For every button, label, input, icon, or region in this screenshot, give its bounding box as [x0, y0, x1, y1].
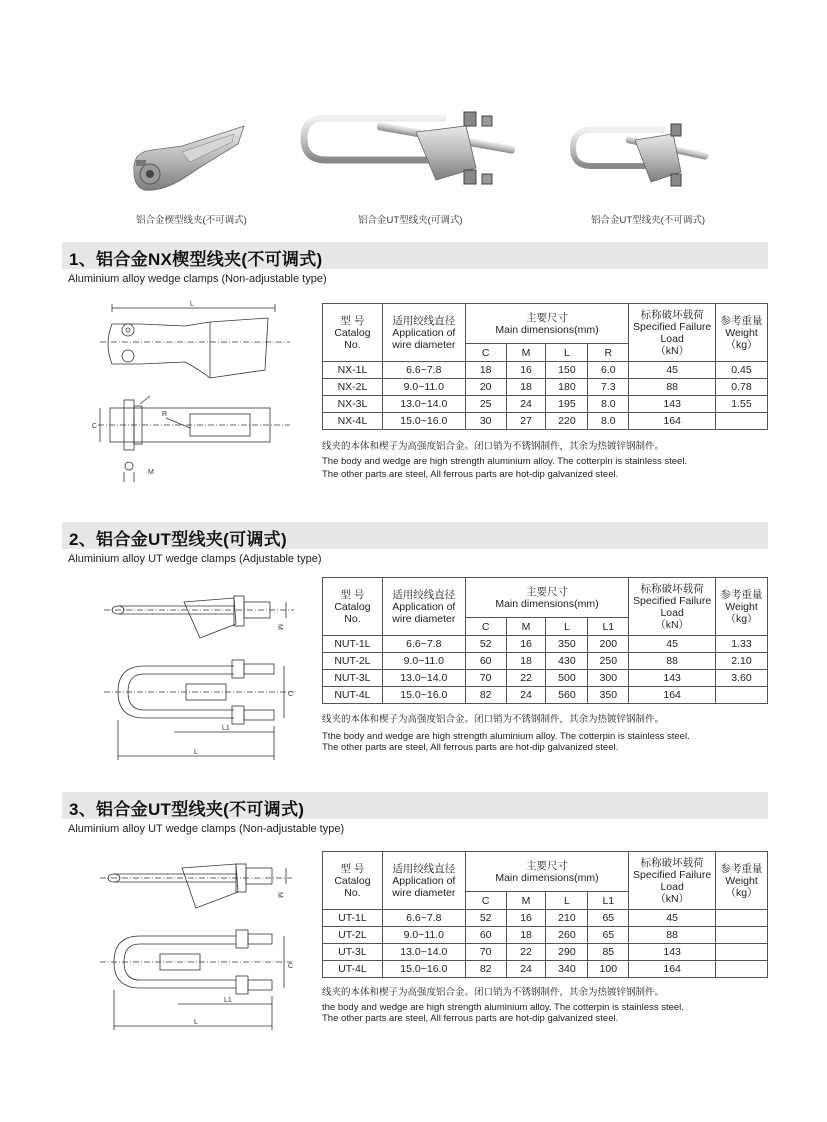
table-cell: 8.0 — [588, 413, 629, 430]
note-line: The body and wedge are high strength aluminium alloy. The cotterpin is stainless steel. — [322, 456, 688, 467]
dimension-label: M — [276, 892, 283, 898]
nx-wedge-clamp-photo — [122, 122, 252, 207]
header-line: Catalog — [334, 600, 371, 613]
table-cell: UT-4L — [323, 961, 383, 978]
wire-header — [382, 304, 465, 362]
spec-table — [322, 851, 768, 978]
table-cell: 6.0 — [588, 362, 629, 379]
table-cell: 143 — [629, 396, 716, 413]
table-cell: 560 — [546, 687, 588, 704]
header-line: wire diameter — [392, 338, 456, 351]
table-cell: 85 — [588, 944, 629, 961]
dimension-label: L — [190, 301, 194, 308]
table-cell: 210 — [546, 910, 588, 927]
table-cell: NUT-3L — [323, 670, 383, 687]
header-line: Application of — [392, 326, 456, 339]
table-cell: 82 — [465, 961, 506, 978]
table-cell: 52 — [465, 636, 506, 653]
header-line: Main dimensions(mm) — [495, 871, 599, 884]
header-line: （kN） — [655, 618, 690, 631]
header-line: Application of — [392, 874, 456, 887]
table-row — [323, 927, 768, 944]
load-header — [629, 304, 716, 362]
note-line: The other parts are steel, All ferrous parts are hot-dip galvanized steel. — [322, 1013, 619, 1024]
table-cell: 200 — [588, 636, 629, 653]
table-cell: 30 — [465, 413, 506, 430]
dim-col-header: C — [465, 892, 506, 910]
dim-col-header: L1 — [588, 618, 629, 636]
table-cell: 16 — [506, 636, 546, 653]
dimension-label: L — [194, 749, 198, 756]
section-title: 1、铝合金NX楔型线夹(不可调式) — [69, 250, 323, 269]
dim-col-header: L — [546, 344, 588, 362]
dimension-label: M — [148, 469, 154, 476]
table-cell — [716, 413, 768, 430]
ut-adjustable-clamp-drawing — [104, 588, 304, 768]
dim-col-header: M — [506, 344, 546, 362]
nx-wedge-clamp-drawing — [90, 296, 300, 486]
table-cell: 88 — [629, 927, 716, 944]
load-header — [629, 578, 716, 636]
section-subtitle: Aluminium alloy UT wedge clamps (Adjustable type) — [68, 553, 322, 565]
table-cell: UT-1L — [323, 910, 383, 927]
note-line: The other parts are steel, All ferrous parts are hot-dip galvanized steel. — [322, 742, 619, 753]
dim-col-header: C — [465, 344, 506, 362]
spec-table — [322, 577, 768, 704]
table-cell: 143 — [629, 944, 716, 961]
header-line: Specified Failure — [633, 594, 712, 607]
table-cell: 22 — [506, 670, 546, 687]
table-cell: 9.0~11.0 — [382, 379, 465, 396]
table-cell: 18 — [465, 362, 506, 379]
header-line: No. — [344, 886, 361, 899]
product-photo-row — [0, 100, 827, 230]
section-notes — [322, 440, 687, 481]
header-line: Main dimensions(mm) — [495, 597, 599, 610]
table-cell: 143 — [629, 670, 716, 687]
dimension-label: R — [162, 411, 168, 418]
table-cell: 500 — [546, 670, 588, 687]
table-cell: 45 — [629, 362, 716, 379]
table-cell: 2.10 — [716, 653, 768, 670]
header-line: （kg） — [725, 612, 758, 625]
table-row — [323, 687, 768, 704]
table-cell: 70 — [465, 670, 506, 687]
catalog-header — [323, 852, 383, 910]
dim-col-header: R — [588, 344, 629, 362]
load-header — [629, 852, 716, 910]
section-notes — [322, 713, 690, 753]
table-cell: 82 — [465, 687, 506, 704]
header-line: Weight — [725, 600, 758, 613]
header-line: （kN） — [655, 344, 690, 357]
table-cell — [716, 687, 768, 704]
dim-col-header: C — [465, 618, 506, 636]
section-header — [62, 242, 768, 269]
table-row — [323, 362, 768, 379]
table-row — [323, 413, 768, 430]
header-line: Load — [660, 880, 684, 893]
table-cell: 13.0~14.0 — [382, 944, 465, 961]
header-line: 适用绞线直径 — [392, 862, 456, 875]
table-cell — [716, 944, 768, 961]
dim-col-header: L — [546, 618, 588, 636]
wire-header — [382, 578, 465, 636]
table-cell: 65 — [588, 927, 629, 944]
ut-adjustable-clamp-photo — [296, 108, 526, 203]
table-cell: 24 — [506, 961, 546, 978]
table-cell: 16 — [506, 910, 546, 927]
table-cell: 15.0~16.0 — [382, 961, 465, 978]
header-line: 参考重量 — [720, 862, 763, 875]
table-row — [323, 396, 768, 413]
table-cell: UT-2L — [323, 927, 383, 944]
table-row — [323, 944, 768, 961]
header-line: 适用绞线直径 — [392, 588, 456, 601]
table-row — [323, 670, 768, 687]
table-cell: 195 — [546, 396, 588, 413]
header-line: wire diameter — [392, 612, 456, 625]
table-cell: 15.0~16.0 — [382, 687, 465, 704]
table-cell: NX-4L — [323, 413, 383, 430]
header-line: （kg） — [725, 886, 758, 899]
table-cell: 150 — [546, 362, 588, 379]
table-cell: 27 — [506, 413, 546, 430]
catalog-header — [323, 304, 383, 362]
photo-caption: 铝合金楔型线夹(不可调式) — [136, 215, 247, 226]
dimensions-header — [465, 852, 629, 892]
section-title: 2、铝合金UT型线夹(可调式) — [69, 530, 287, 549]
catalog-header — [323, 578, 383, 636]
table-cell: 3.60 — [716, 670, 768, 687]
wire-header — [382, 852, 465, 910]
photo-caption: 铝合金UT型线夹(不可调式) — [591, 215, 705, 226]
header-line: 主要尺寸 — [526, 311, 568, 324]
header-line: 参考重量 — [720, 314, 763, 327]
ut-nonadjustable-clamp-drawing — [100, 856, 300, 1036]
table-cell: 260 — [546, 927, 588, 944]
note-line: The other parts are steel, All ferrous parts are hot-dip galvanized steel. — [322, 469, 619, 480]
table-row — [323, 379, 768, 396]
section-title: 3、铝合金UT型线夹(不可调式) — [69, 800, 305, 819]
table-cell: 9.0~11.0 — [382, 653, 465, 670]
section-header — [62, 522, 768, 549]
dimension-label: C — [92, 423, 98, 430]
table-cell: 18 — [506, 653, 546, 670]
table-cell — [716, 927, 768, 944]
table-cell: 290 — [546, 944, 588, 961]
table-cell: 70 — [465, 944, 506, 961]
weight-header — [716, 578, 768, 636]
table-cell: 300 — [588, 670, 629, 687]
table-cell: 16 — [506, 362, 546, 379]
note-line: Tthe body and wedge are high strength aluminium alloy. The cotterpin is stainless steel. — [322, 731, 690, 742]
table-cell: UT-3L — [323, 944, 383, 961]
header-line: （kN） — [655, 892, 690, 905]
dimension-label: C — [288, 963, 294, 970]
table-cell: 88 — [629, 653, 716, 670]
header-line: Catalog — [334, 874, 371, 887]
header-line: No. — [344, 612, 361, 625]
table-cell: 15.0~16.0 — [382, 413, 465, 430]
header-line: 标称破坏载荷 — [640, 582, 704, 595]
table-cell: 100 — [588, 961, 629, 978]
table-cell: 7.3 — [588, 379, 629, 396]
header-line: 型 号 — [340, 862, 365, 875]
table-cell: 250 — [588, 653, 629, 670]
header-line: 适用绞线直径 — [392, 314, 456, 327]
header-line: Application of — [392, 600, 456, 613]
table-cell: 9.0~11.0 — [382, 927, 465, 944]
table-cell: 88 — [629, 379, 716, 396]
header-line: 标称破坏载荷 — [640, 856, 704, 869]
header-line: Weight — [725, 874, 758, 887]
header-line: Main dimensions(mm) — [495, 323, 599, 336]
table-cell: NX-3L — [323, 396, 383, 413]
ut-nonadjustable-clamp-photo — [565, 120, 715, 205]
section-subtitle: Aluminium alloy wedge clamps (Non-adjustable type) — [68, 273, 327, 285]
header-line: No. — [344, 338, 361, 351]
header-line: 标称破坏载荷 — [640, 308, 704, 321]
table-cell: NUT-4L — [323, 687, 383, 704]
table-cell: 350 — [588, 687, 629, 704]
table-cell: 65 — [588, 910, 629, 927]
table-cell: 25 — [465, 396, 506, 413]
table-cell: 0.78 — [716, 379, 768, 396]
weight-header — [716, 852, 768, 910]
note-line: the body and wedge are high strength aluminium alloy. The cotterpin is stainless steel. — [322, 1002, 684, 1013]
note-line: 线夹的本体和楔子为高强度铝合金。闭口销为不锈钢制件，其余为热镀锌钢制件。 — [322, 441, 665, 452]
table-cell: 24 — [506, 396, 546, 413]
table-cell: 220 — [546, 413, 588, 430]
table-cell: 340 — [546, 961, 588, 978]
table-cell: NX-1L — [323, 362, 383, 379]
header-line: 主要尺寸 — [525, 859, 568, 872]
header-line: Load — [660, 332, 684, 345]
spec-table — [322, 303, 768, 430]
header-line: （kg） — [725, 338, 758, 351]
dimensions-header — [465, 304, 629, 344]
table-cell: 13.0~14.0 — [382, 396, 465, 413]
table-cell: 6.6~7.8 — [382, 636, 465, 653]
table-cell — [716, 961, 768, 978]
table-cell: 164 — [629, 687, 716, 704]
section-notes — [322, 986, 684, 1024]
table-cell: 18 — [506, 379, 546, 396]
weight-header — [716, 304, 768, 362]
table-cell: 45 — [629, 910, 716, 927]
table-cell: NX-2L — [323, 379, 383, 396]
dim-col-header: L1 — [588, 892, 629, 910]
dimension-label: L1 — [224, 997, 232, 1004]
header-line: Weight — [725, 326, 758, 339]
table-cell: 20 — [465, 379, 506, 396]
header-line: Catalog — [334, 326, 371, 339]
table-row — [323, 961, 768, 978]
table-row — [323, 910, 768, 927]
section-header — [62, 792, 768, 819]
dimension-label: C — [288, 691, 294, 698]
table-cell: 430 — [546, 653, 588, 670]
table-cell: NUT-1L — [323, 636, 383, 653]
table-cell: 8.0 — [588, 396, 629, 413]
table-cell: 0.45 — [716, 362, 768, 379]
table-cell: 52 — [465, 910, 506, 927]
table-row — [323, 636, 768, 653]
table-cell: 350 — [546, 636, 588, 653]
header-line: 参考重量 — [720, 588, 763, 601]
dimension-label: L — [194, 1019, 198, 1026]
header-line: Specified Failure — [633, 868, 712, 881]
header-line: 型 号 — [340, 314, 365, 327]
note-line: 线夹的本体和楔子为高强度铝合金。闭口销为不锈钢制件，其余为热镀锌钢制件。 — [322, 714, 665, 725]
table-cell: 18 — [506, 927, 546, 944]
table-cell: 45 — [629, 636, 716, 653]
table-cell: NUT-2L — [323, 653, 383, 670]
dimension-label: L1 — [222, 725, 230, 732]
table-cell: 164 — [629, 961, 716, 978]
table-cell: 180 — [546, 379, 588, 396]
dim-col-header: M — [506, 892, 546, 910]
photo-caption: 铝合金UT型线夹(可调式) — [358, 215, 463, 226]
header-line: Load — [660, 606, 684, 619]
table-cell: 1.33 — [716, 636, 768, 653]
header-line: 型 号 — [340, 588, 365, 601]
table-row — [323, 653, 768, 670]
table-cell: 60 — [465, 927, 506, 944]
table-cell: 164 — [629, 413, 716, 430]
header-line: Specified Failure — [633, 320, 712, 333]
table-cell: 6.6~7.8 — [382, 362, 465, 379]
dim-col-header: L — [546, 892, 588, 910]
table-cell: 13.0~14.0 — [382, 670, 465, 687]
table-cell — [716, 910, 768, 927]
note-line: 线夹的本体和楔子为高强度铝合金。闭口销为不锈钢制件，其余为热镀锌钢制件。 — [322, 987, 665, 998]
table-cell: 22 — [506, 944, 546, 961]
dimensions-header — [465, 578, 629, 618]
section-subtitle: Aluminium alloy UT wedge clamps (Non-adjustable type) — [68, 823, 345, 835]
dim-col-header: M — [506, 618, 546, 636]
header-line: 主要尺寸 — [525, 585, 568, 598]
dimension-label: M — [276, 624, 283, 630]
header-line: wire diameter — [392, 886, 456, 899]
table-cell: 6.6~7.8 — [382, 910, 465, 927]
table-cell: 60 — [465, 653, 506, 670]
table-cell: 24 — [506, 687, 546, 704]
table-cell: 1.55 — [716, 396, 768, 413]
